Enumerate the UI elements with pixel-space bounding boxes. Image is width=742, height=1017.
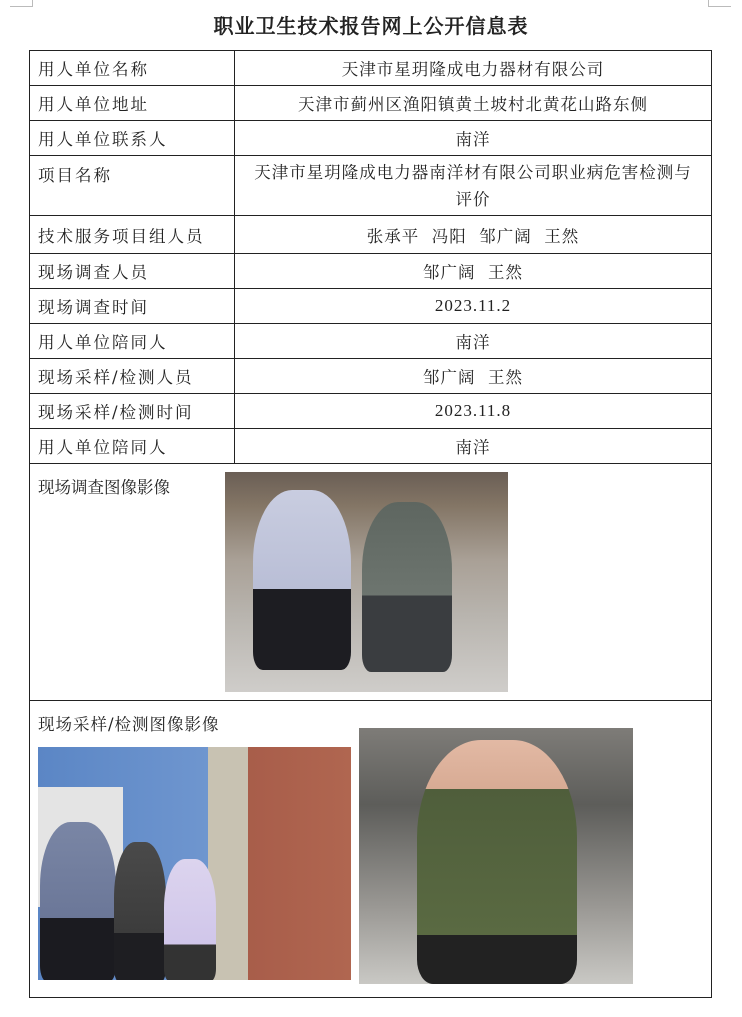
row-label: 用人单位联系人 [30, 121, 235, 156]
page-corner-mark [708, 0, 731, 7]
table-row [30, 121, 712, 156]
sampling-photo-group [38, 747, 351, 980]
row-label: 现场调查人员 [30, 254, 235, 289]
row-value: 天津市蓟州区渔阳镇黄土坡村北黄花山路东侧 [235, 86, 712, 121]
table-row [30, 86, 712, 121]
table-row [30, 216, 712, 254]
row-label: 现场调查时间 [30, 289, 235, 324]
table-row [30, 359, 712, 394]
row-label: 用人单位名称 [30, 51, 235, 86]
row-value: 天津市星玥隆成电力器材有限公司 [235, 51, 712, 86]
survey-photo [225, 472, 508, 692]
row-value: 南洋 [235, 121, 712, 156]
table-row [30, 394, 712, 429]
row-label: 现场采样/检测人员 [30, 359, 235, 394]
page-corner-mark [10, 0, 33, 7]
row-value: 邹广阔 王然 [235, 254, 712, 289]
page-title: 职业卫生技术报告网上公开信息表 [213, 14, 529, 38]
row-value: 天津市星玥隆成电力器南洋材有限公司职业病危害检测与评价 [235, 156, 712, 216]
table-row [30, 429, 712, 464]
table-row [30, 156, 712, 216]
table-row [30, 289, 712, 324]
table-row [30, 254, 712, 289]
sampling-images-label: 现场采样/检测图像影像 [30, 701, 712, 998]
row-value: 邹广阔 王然 [235, 359, 712, 394]
sampling-photo-worker [359, 728, 633, 984]
row-label: 用人单位地址 [30, 86, 235, 121]
row-value: 南洋 [235, 324, 712, 359]
row-label: 现场采样/检测时间 [30, 394, 235, 429]
row-value: 2023.11.8 [235, 394, 712, 429]
row-label: 技术服务项目组人员 [30, 216, 235, 254]
survey-images-label: 现场调查图像影像 [30, 464, 712, 701]
row-value: 2023.11.2 [235, 289, 712, 324]
row-label: 用人单位陪同人 [30, 429, 235, 464]
row-value: 张承平 冯阳 邹广阔 王然 [235, 216, 712, 254]
row-label: 用人单位陪同人 [30, 324, 235, 359]
row-label: 项目名称 [30, 156, 235, 216]
row-value: 南洋 [235, 429, 712, 464]
table-row [30, 51, 712, 86]
table-row [30, 324, 712, 359]
